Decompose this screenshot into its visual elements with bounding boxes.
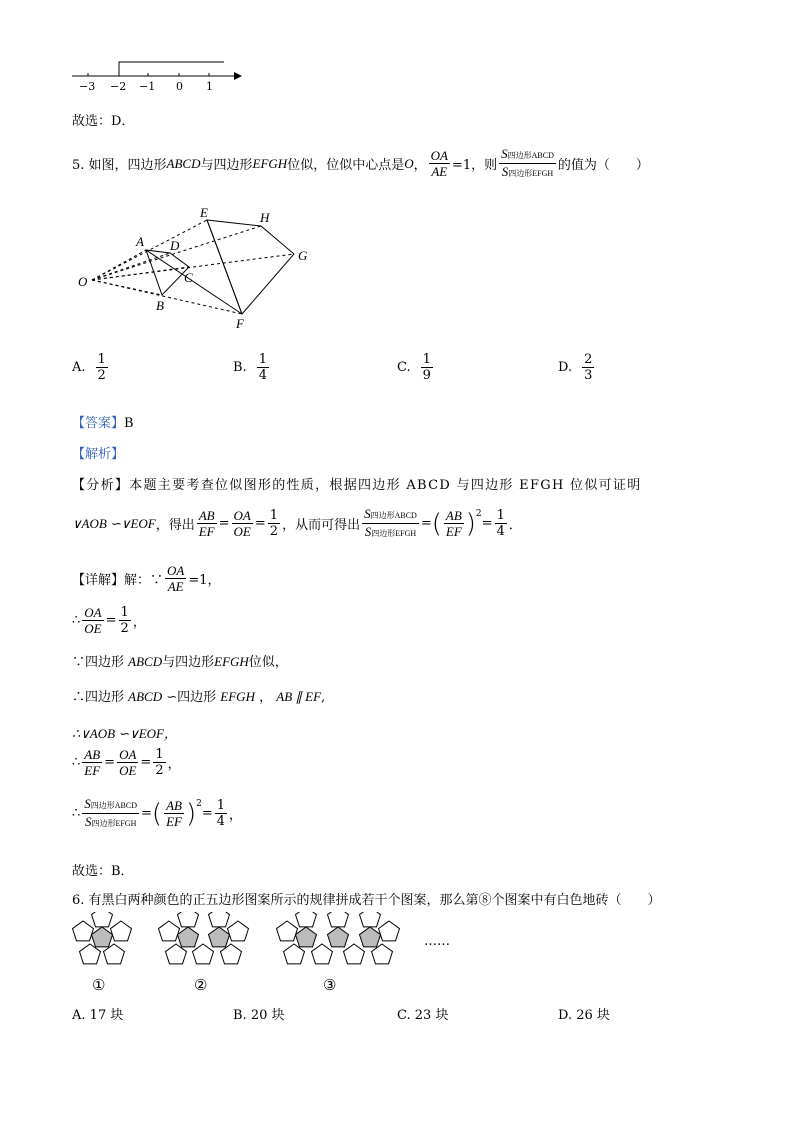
- option-letter: C.: [397, 1008, 411, 1023]
- option-den: 9: [422, 368, 431, 383]
- den: OE: [84, 621, 102, 636]
- tick-label: −1: [139, 80, 156, 93]
- den: OE: [119, 763, 137, 778]
- den: AE: [167, 579, 184, 594]
- q6-stem: 6. 有黑白两种颜色的正五边形图案所示的规律拼成若干个图案，那么第⑧个图案中有白色地砖（ ）: [72, 893, 661, 908]
- q6-option-d: [558, 1004, 610, 1023]
- q5-suffix: 的值为（ ）: [557, 158, 649, 173]
- answer-value: B: [124, 416, 134, 431]
- num: OA: [84, 605, 102, 620]
- efgh: EFGH: [220, 689, 255, 704]
- option-letter: B.: [233, 1008, 247, 1023]
- fenxi-text: ，得出: [155, 518, 195, 533]
- s-symbol: S: [84, 814, 92, 829]
- exponent: 2: [475, 508, 482, 519]
- den: 4: [496, 524, 505, 539]
- den: OE: [233, 524, 251, 539]
- fenxi-line2: ∨AOB ∽∨EOF ，得出 $\frac{AB}{EF}$ = $\frac{OA}{OE}$ = $\frac{1}{2}$ ，从而可得出 $\frac{\text{S四边形ABCD}}{\text{S四边形EFGH}}$ = ( $\frac{AB}{EF}$ ) 2 = $\frac{1}{4}$ ．: [72, 506, 522, 539]
- q5-option-d: [558, 352, 596, 383]
- q5-comma: ，: [413, 158, 427, 173]
- q5-option-b: [233, 352, 271, 383]
- num: AB: [198, 508, 215, 523]
- den: 2: [120, 621, 129, 636]
- abcd: ABCD: [128, 654, 163, 669]
- text: 与四边形: [162, 655, 215, 670]
- pattern-label-3: ③: [323, 976, 337, 994]
- fraction: [164, 798, 184, 829]
- label-o: O: [78, 274, 88, 289]
- option-num: 1: [97, 352, 106, 367]
- therefore: ∴: [72, 613, 81, 628]
- option-letter: B.: [233, 360, 247, 375]
- option-den: 4: [258, 368, 267, 383]
- text: ，: [259, 690, 273, 705]
- detail-line7: ∴ $\frac{\text{S四边形ABCD}}{\text{S四边形EFGH}}$ = ( $\frac{AB}{EF}$ ) 2 = $\frac{1}{4}$ ，: [72, 796, 243, 829]
- label-c: C: [184, 270, 193, 285]
- sub-abcd: 四边形ABCD: [370, 511, 417, 520]
- label-h: H: [260, 210, 270, 225]
- fraction: [117, 747, 138, 778]
- num: OA: [167, 563, 185, 578]
- num: 1: [216, 798, 226, 813]
- num: OA: [119, 747, 137, 762]
- parallel: AB ∥ EF: [276, 689, 322, 704]
- homothety-figure: [66, 200, 326, 335]
- s-symbol: S: [501, 146, 508, 161]
- fraction: [495, 508, 507, 539]
- label-e: E: [200, 205, 208, 220]
- s-symbol: S: [501, 164, 509, 179]
- tick-label: −3: [79, 80, 96, 93]
- tick-label: −2: [110, 80, 127, 93]
- q5-stem: [72, 146, 649, 181]
- q6-option-a: [72, 1004, 123, 1023]
- fraction: [119, 605, 131, 636]
- option-fraction: [421, 352, 433, 383]
- similar-triangles: ∨AOB ∽∨EOF: [72, 515, 156, 531]
- fraction: [82, 747, 102, 778]
- prev-answer: 故选：D．: [72, 114, 135, 129]
- therefore: ∴: [72, 806, 81, 821]
- option-num: 2: [584, 352, 593, 367]
- fraction: [197, 508, 217, 539]
- q5-abcd: ABCD: [166, 155, 201, 171]
- detail-line2: ∴ $\frac{OA}{OE}$ = $\frac{1}{2}$ ，: [72, 605, 146, 636]
- den: 4: [216, 814, 226, 829]
- option-fraction: [257, 352, 269, 383]
- option-letter: A.: [72, 1008, 86, 1023]
- fraction: [215, 798, 227, 829]
- s-symbol: S: [84, 796, 91, 811]
- q5-mid1: 与四边形: [200, 158, 253, 173]
- sub-abcd: 四边形ABCD: [90, 801, 138, 810]
- option-letter: D.: [558, 360, 573, 375]
- label-f: F: [236, 316, 244, 331]
- sub-efgh: 四边形EFGH: [91, 819, 137, 828]
- num: AB: [445, 508, 462, 523]
- option-num: 1: [422, 352, 431, 367]
- therefore: ∴: [72, 755, 81, 770]
- detail-tag: 【详解】解：∵: [72, 573, 164, 588]
- tick-label: 1: [206, 80, 213, 93]
- text: 位似，: [248, 655, 288, 670]
- fraction: [82, 605, 103, 636]
- q5-option-c: [397, 352, 435, 383]
- ellipsis: ……: [424, 934, 450, 949]
- q5-ratio-num: OA: [430, 148, 448, 163]
- option-num: 1: [258, 352, 267, 367]
- q5-eq1: =1，则: [451, 158, 498, 173]
- option-fraction: [582, 352, 594, 383]
- final-answer: 故选：B．: [72, 864, 134, 879]
- text: ∽四边形: [166, 690, 217, 705]
- q5-ratio-fraction: [429, 148, 450, 179]
- fraction: [268, 508, 280, 539]
- sub-efgh: 四边形EFGH: [508, 169, 554, 178]
- q6-option-b: [233, 1004, 285, 1023]
- answer-line: [72, 412, 134, 431]
- den: 2: [269, 524, 279, 539]
- num: OA: [233, 508, 251, 523]
- abcd: ABCD: [128, 689, 163, 704]
- option-letter: A.: [72, 360, 86, 375]
- num: 1: [496, 508, 505, 523]
- fenxi-line1: 【分析】本题主要考查位似图形的性质，根据四边形 ABCD 与四边形 EFGH 位似可证明: [72, 478, 642, 493]
- q5-option-a: [72, 352, 110, 383]
- q5-center-o: O: [404, 155, 414, 171]
- detail-line1: 【详解】解：∵ $\frac{OA}{AE}$ =1，: [72, 563, 221, 594]
- q5-prefix: 5. 如图，四边形: [72, 158, 167, 173]
- option-letter: D.: [558, 1008, 573, 1023]
- label-d: D: [170, 238, 180, 253]
- num: 1: [155, 747, 164, 762]
- den: 2: [155, 763, 164, 778]
- fraction: [232, 508, 253, 539]
- detail-line6: ∴ $\frac{AB}{EF}$ = $\frac{OA}{OE}$ = $\frac{1}{2}$ ，: [72, 747, 181, 778]
- detail-line3: [72, 651, 288, 670]
- pattern-label-1: ①: [92, 976, 106, 994]
- option-value: 17 块: [89, 1008, 124, 1023]
- fraction: [153, 747, 165, 778]
- den: EF: [166, 814, 182, 829]
- q5-mid2: 位似，位似中心点是: [287, 158, 405, 173]
- num: AB: [84, 747, 101, 762]
- text: ∴四边形: [72, 690, 125, 705]
- label-b: B: [156, 298, 164, 313]
- s-symbol: S: [364, 506, 371, 521]
- q5-ratio-den: AE: [431, 164, 448, 179]
- q5-area-fraction: [499, 146, 556, 181]
- tick-label: 0: [176, 80, 183, 93]
- q5-efgh: EFGH: [252, 155, 288, 171]
- option-den: 2: [97, 368, 106, 383]
- option-value: 23 块: [414, 1008, 449, 1023]
- option-value: 26 块: [576, 1008, 610, 1023]
- den: EF: [445, 524, 462, 539]
- label-a: A: [136, 234, 144, 249]
- analysis-tag: 【解析】: [72, 447, 125, 462]
- fraction: [165, 563, 186, 594]
- detail-line5: ∴∨AOB ∽∨EOF，: [72, 726, 177, 741]
- option-den: 3: [584, 368, 593, 383]
- q6-option-c: [397, 1004, 448, 1023]
- label-g: G: [298, 248, 308, 263]
- num: 1: [269, 508, 279, 523]
- area-fraction: [362, 506, 419, 541]
- pattern-label-2: ②: [194, 976, 208, 994]
- num: 1: [120, 605, 129, 620]
- s-symbol: S: [364, 524, 372, 539]
- fenxi-text: ，从而可得出: [282, 518, 361, 533]
- den: EF: [198, 524, 215, 539]
- sub-abcd: 四边形ABCD: [507, 151, 554, 160]
- period: ．: [508, 518, 522, 533]
- answer-tag: 【答案】: [72, 416, 125, 431]
- area-fraction: [82, 796, 139, 831]
- exponent: 2: [196, 798, 202, 809]
- num: AB: [166, 798, 182, 813]
- efgh: EFGH: [214, 654, 249, 669]
- option-letter: C.: [397, 360, 411, 375]
- option-fraction: [96, 352, 108, 383]
- pentagon-patterns: [66, 912, 486, 968]
- den: EF: [84, 763, 101, 778]
- option-value: 20 块: [250, 1008, 285, 1023]
- sub-efgh: 四边形EFGH: [371, 529, 417, 538]
- detail-line4: ∴四边形 ABCD ∽四边形 EFGH ， AB ∥ EF,: [72, 689, 326, 705]
- fraction: [444, 508, 464, 539]
- text: ∵四边形: [72, 655, 125, 670]
